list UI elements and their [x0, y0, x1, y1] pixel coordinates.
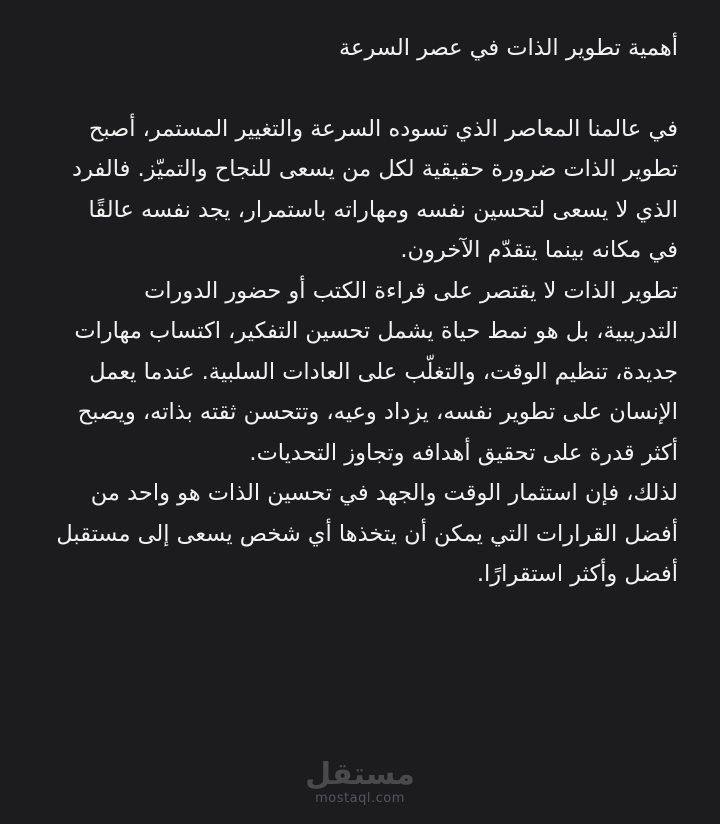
paragraph: في عالمنا المعاصر الذي تسوده السرعة والتغيير المستمر، أصبح تطوير الذات ضرورة حقيقية لكل من يسعى للنجاح والتميّز. فالفرد الذي لا يسعى لتحسين نفسه ومهاراته باستمرار، يجد نفسه عالقًا في مكانه بينما يتقدّم الآخرون.	[72, 115, 678, 263]
article	[56, 28, 678, 595]
watermark-logo-text: مستقل	[305, 757, 415, 792]
watermark-logo	[0, 758, 720, 806]
article-title: أهمية تطوير الذات في عصر السرعة	[338, 35, 678, 61]
paragraph: تطوير الذات لا يقتصر على قراءة الكتب أو حضور الدورات التدريبية، بل هو نمط حياة يشمل تحسين التفكير، اكتساب مهارات جديدة، تنظيم الوقت، والتغلّب على العادات السلبية. عندما يعمل الإنسان على تطوير نفسه، يزداد وعيه، وتتحسن ثقته بذاته، ويصبح أكثر قدرة على تحقيق أهدافه وتجاوز التحديات.	[74, 277, 678, 466]
watermark-site: mostaql.com	[315, 791, 405, 806]
paragraph: لذلك، فإن استثمار الوقت والجهد في تحسين الذات هو واحد من أفضل القرارات التي يمكن أن يتخذها أي شخص يسعى إلى مستقبل أفضل وأكثر استقرارًا.	[56, 480, 678, 587]
